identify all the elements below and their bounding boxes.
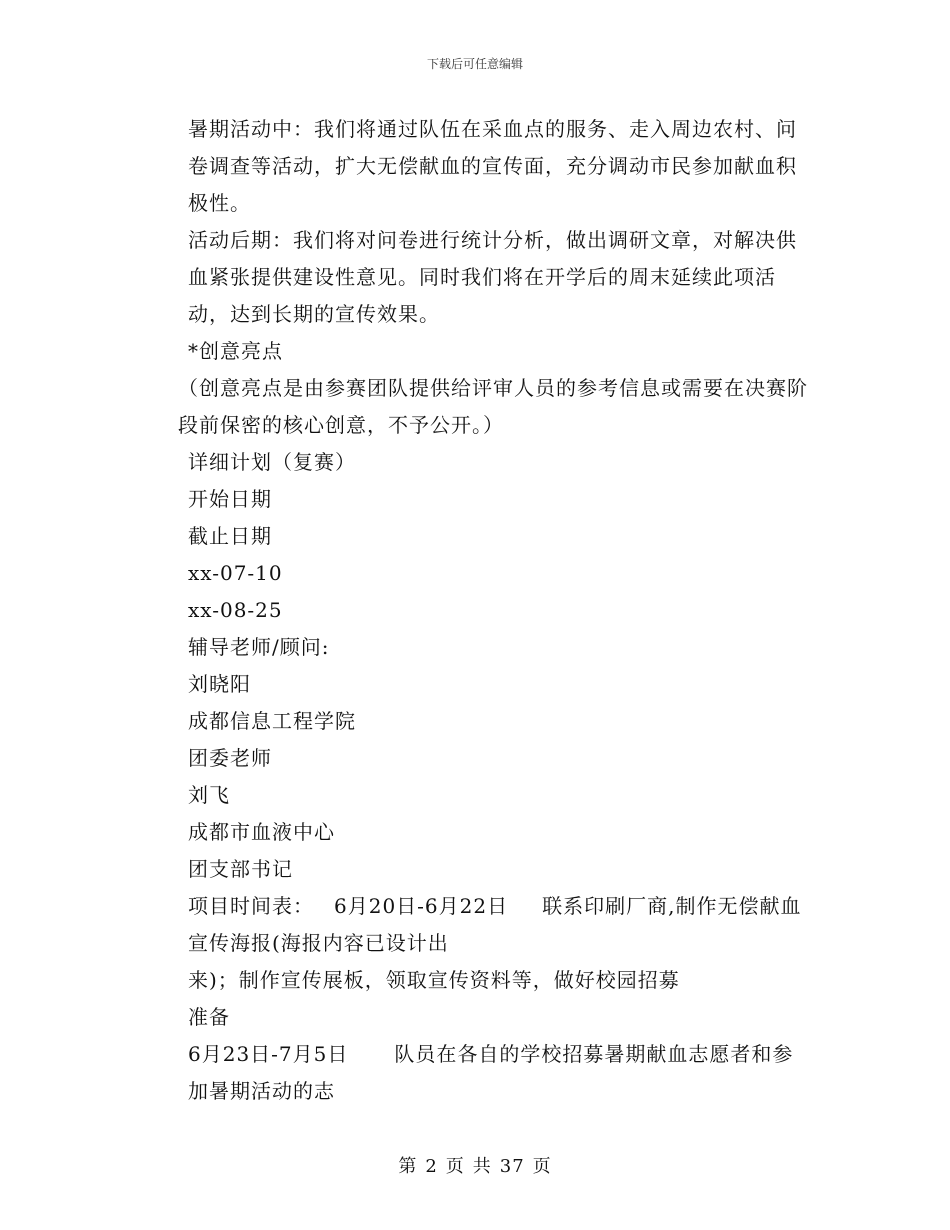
label-advisors: 辅导老师/顾问: [188,635,330,659]
schedule-task-1-cont: 来)；制作宣传展板，领取宣传资料等，做好校园招募 [188,968,680,992]
schedule-item-1 [141,888,811,962]
heading-creative-highlights: *创意亮点 [188,339,283,363]
footer-label-ye2: 页 [532,1156,552,1177]
advisor-org-2: 成都市血液中心 [188,820,335,844]
footer-label-gong: 共 [472,1156,492,1177]
footer-page-number: 2 [425,1156,438,1177]
schedule-task-2: 队员在各自的学校招募暑期献血志愿者和参加暑期活动的志 [188,1042,794,1103]
label-end-date: 截止日期 [188,524,272,548]
document-body [141,111,811,1110]
label-start-date: 开始日期 [188,487,272,511]
paragraph-post-activity: 活动后期：我们将对问卷进行统计分析，做出调研文章，对解决供血紧张提供建设性意见。同时我们将在开学后的周末延续此项活动，达到长期的宣传效果。 [188,228,797,326]
page-footer [0,1152,950,1178]
schedule-item-2 [141,1036,811,1110]
schedule-label: 项目时间表： [188,894,314,918]
advisor-name-2: 刘飞 [188,783,230,807]
footer-label-di: 第 [398,1156,418,1177]
advisor-org-1: 成都信息工程学院 [188,709,356,733]
heading-detailed-plan: 详细计划（复赛） [188,450,356,474]
schedule-task-1: 联系印刷厂商,制作无偿献血宣传海报(海报内容已设计出 [188,894,802,955]
advisor-title-2: 团支部书记 [188,857,293,881]
schedule-date-range-2: 6月23日-7月5日 [188,1042,349,1066]
value-start-date: xx-07-10 [188,561,283,585]
page-header: 下载后可任意编辑 [426,57,523,71]
advisor-title-1: 团委老师 [188,746,272,770]
footer-total-pages: 37 [499,1156,525,1177]
value-end-date: xx-08-25 [188,598,283,622]
advisor-name-1: 刘晓阳 [188,672,251,696]
footer-label-ye: 页 [445,1156,465,1177]
paragraph-summer-activity: 暑期活动中：我们将通过队伍在采血点的服务、走入周边农村、问卷调查等活动，扩大无偿献血的宣传面，充分调动市民参加献血积极性。 [188,117,797,215]
paragraph-creative-note: （创意亮点是由参赛团队提供给评审人员的参考信息或需要在决赛阶段前保密的核心创意，不予公开。） [178,376,808,437]
schedule-date-range-1: 6月20日-6月22日 [334,894,509,918]
schedule-task-1-end: 准备 [188,1005,230,1029]
